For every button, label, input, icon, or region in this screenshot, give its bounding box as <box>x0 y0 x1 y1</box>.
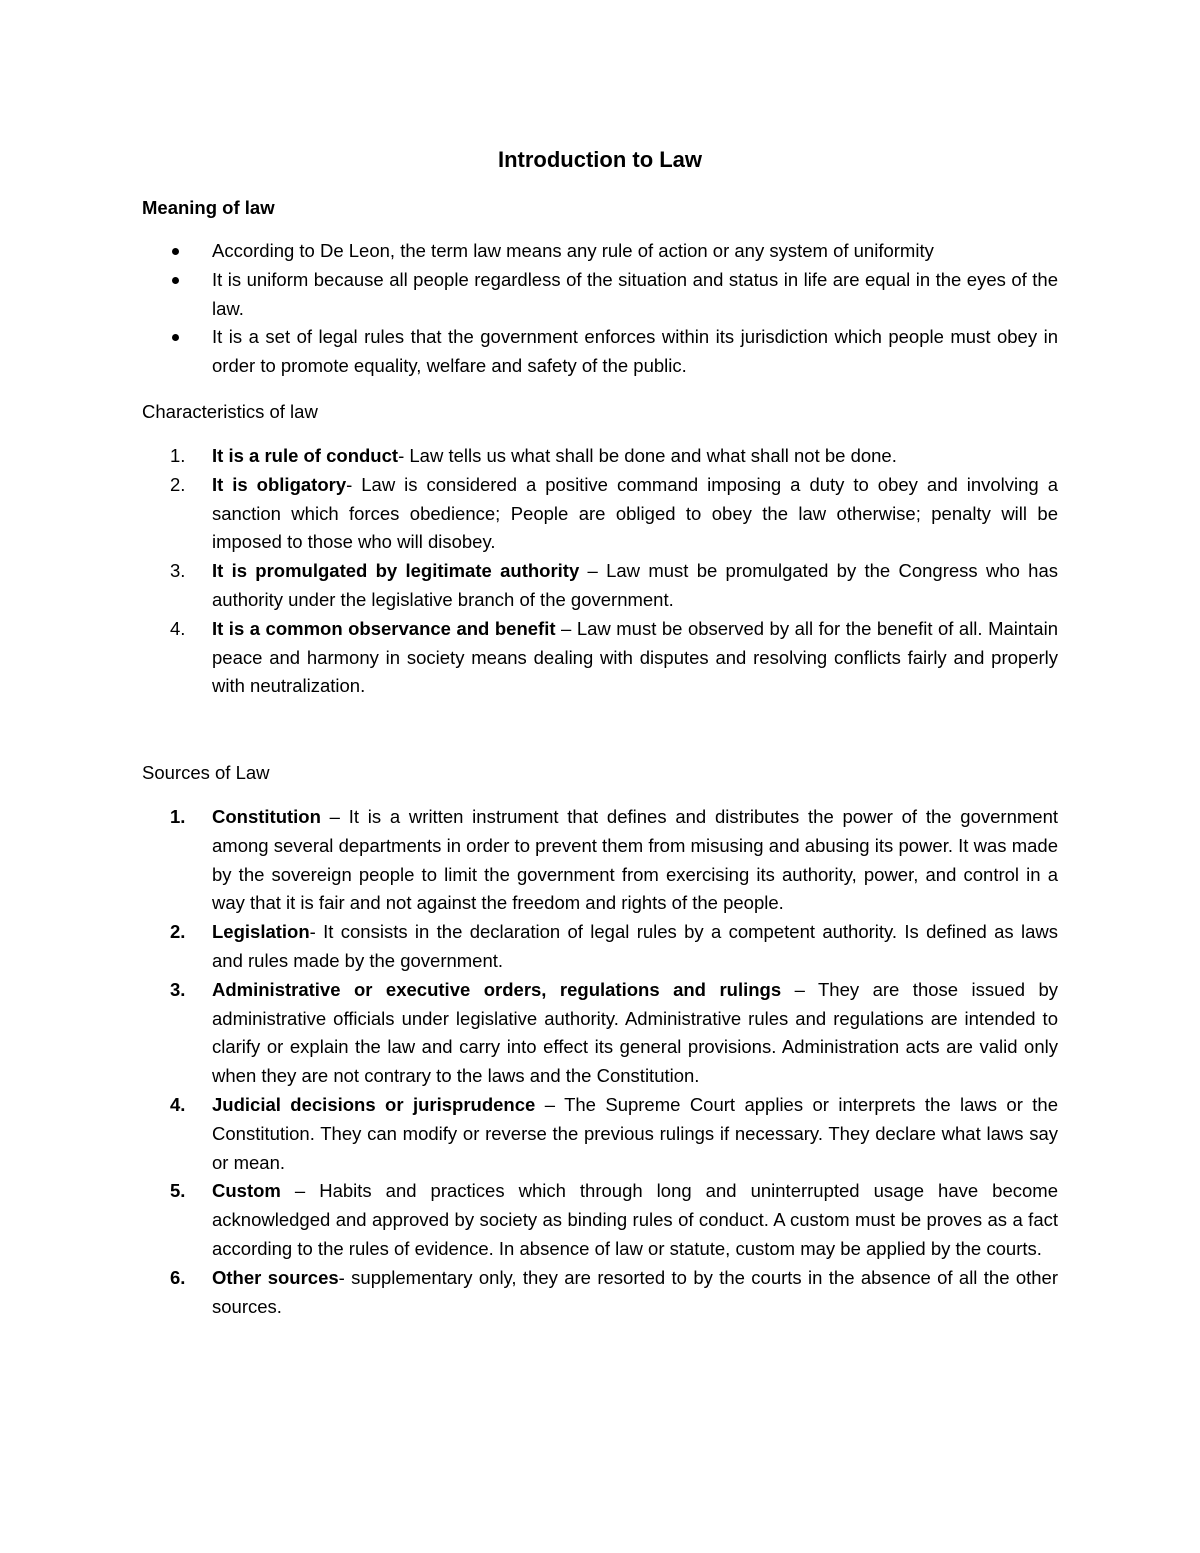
item-text: – It is a written instrument that defines and distributes the power of the government among several departments in order to prevent them from misusing and abusing its power. It was made by the sovereign people to limit the government from exercising its authority, power, and control in a way that it is fair and not against the freedom and rights of the people. <box>212 806 1058 914</box>
heading-sources-of-law: Sources of Law <box>142 762 270 783</box>
item-number: 3. <box>170 978 186 1000</box>
list-item <box>142 918 1058 976</box>
item-text: – Law must be observed by all for the benefit of all. Maintain peace and harmony in society means dealing with disputes and resolving conflicts fairly and properly with neutralization. <box>212 617 1058 697</box>
item-number: 1. <box>170 445 186 466</box>
item-term: Constitution <box>212 806 321 827</box>
list-item <box>142 615 1058 701</box>
item-text: – Law must be promulgated by the Congress who has authority under the legislative branch of the government. <box>212 560 1058 610</box>
bullet-icon <box>172 334 179 341</box>
item-term: Administrative or executive orders, regulations and rulings <box>212 978 782 1000</box>
item-term: It is a rule of conduct <box>212 445 399 466</box>
item-number: 4. <box>170 1093 186 1115</box>
item-text: - supplementary only, they are resorted to by the courts in the absence of all the other sources. <box>212 1266 1059 1317</box>
item-number: 1. <box>170 806 186 827</box>
list-item <box>142 976 1058 1091</box>
item-term: Other sources <box>212 1266 339 1288</box>
item-number: 2. <box>170 473 186 495</box>
bullet-icon <box>172 248 179 255</box>
bullet-text: According to De Leon, the term law means any rule of action or any system of uniformity <box>212 240 934 261</box>
list-item <box>142 237 1058 266</box>
item-text: – The Supreme Court applies or interprets the laws or the Constitution. They can modify or reverse the previous rulings if necessary. They declare what laws say or mean. <box>212 1093 1059 1173</box>
list-item <box>142 442 1058 471</box>
sources-list <box>142 803 1058 1321</box>
bullet-text: It is a set of legal rules that the government enforces within its jurisdiction which people must obey in order to promote equality, welfare and safety of the public. <box>212 326 1058 377</box>
list-item <box>142 803 1058 918</box>
item-term: Custom <box>212 1180 281 1202</box>
item-term: It is a common observance and benefit <box>212 617 556 639</box>
list-item <box>142 1177 1058 1263</box>
item-number: 5. <box>170 1180 186 1202</box>
list-item <box>142 557 1058 615</box>
heading-characteristics-of-law: Characteristics of law <box>142 401 318 422</box>
item-term: Legislation <box>212 921 310 943</box>
item-number: 3. <box>170 560 186 582</box>
item-number: 4. <box>170 617 186 639</box>
characteristics-list <box>142 442 1058 701</box>
item-text: – Habits and practices which through long and uninterrupted usage have become acknowledged and approved by society as binding rules of conduct. A custom must be proves as a fact according to the rules of evidence. In absence of law or statute, custom may be applied by the courts. <box>212 1180 1058 1259</box>
item-term: It is obligatory <box>212 473 347 495</box>
page-title: Introduction to Law <box>497 147 703 172</box>
meaning-bullet-list <box>142 237 1058 381</box>
list-item <box>142 266 1058 324</box>
list-item <box>142 471 1058 557</box>
item-text: - Law is considered a positive command imposing a duty to obey and involving a sanction which forces obedience; People are obliged to obey the law otherwise; penalty will be imposed to those who will disobey. <box>212 473 1058 553</box>
item-number: 6. <box>170 1266 186 1288</box>
list-item <box>142 1264 1058 1322</box>
bullet-icon <box>172 277 179 284</box>
item-text: - Law tells us what shall be done and what shall not be done. <box>398 445 897 466</box>
item-term: Judicial decisions or jurisprudence <box>212 1093 536 1115</box>
list-item <box>142 1091 1058 1177</box>
item-text: - It consists in the declaration of legal rules by a competent authority. Is defined as laws and rules made by the government. <box>212 921 1058 971</box>
item-text: – They are those issued by administrative officials under legislative authority. Administrative rules and regulations are intended to clarify or explain the law and carry into effect its general provisions. Administration acts are valid only when they are not contrary to the laws and the Constitution. <box>212 978 1059 1087</box>
heading-meaning-of-law: Meaning of law <box>142 197 275 218</box>
bullet-text: It is uniform because all people regardless of the situation and status in life are equal in the eyes of the law. <box>212 268 1058 319</box>
list-item <box>142 323 1058 381</box>
item-term: It is promulgated by legitimate authority <box>212 560 580 582</box>
item-number: 2. <box>170 921 186 943</box>
